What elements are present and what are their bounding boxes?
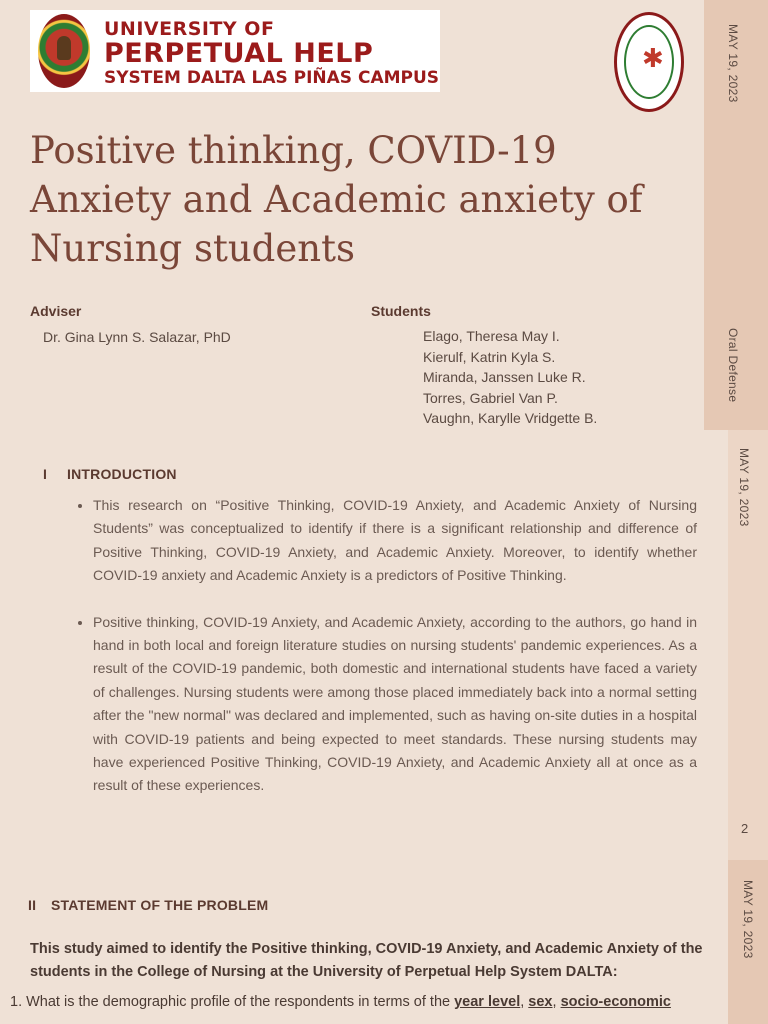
sidebar-date-top: MAY 19, 2023: [726, 24, 740, 103]
college-arts-sciences-logo-icon: ✱: [614, 12, 684, 112]
sidebar-date-bottom: MAY 19, 2023: [741, 880, 755, 959]
student-name: Kierulf, Katrin Kyla S.: [423, 348, 556, 365]
university-header: [30, 10, 440, 92]
introduction-bullets: [78, 494, 697, 821]
introduction-numeral: I: [43, 466, 48, 482]
student-name: Vaughn, Karylle Vridgette B.: [423, 410, 598, 426]
page-title: Positive thinking, COVID-19 Anxiety and Academic anxiety of Nursing students: [30, 129, 643, 270]
question-1-separator: ,: [552, 994, 561, 1010]
page-number: 2: [741, 821, 749, 836]
problem-numeral: II: [28, 897, 37, 913]
university-name-line3: SYSTEM DALTA LAS PIÑAS CAMPUS: [104, 68, 440, 88]
students-list: [423, 326, 597, 429]
university-name-line2: PERPETUAL HELP: [104, 38, 374, 69]
question-1-separator: ,: [520, 994, 529, 1010]
question-1-term-sex: sex: [528, 994, 553, 1010]
sidebar-strip-middle: [728, 430, 768, 860]
question-1-term-year-level: year level: [454, 994, 521, 1010]
sidebar-strip-bottom: [728, 860, 768, 1024]
university-name-line1: UNIVERSITY OF: [104, 18, 275, 40]
problem-heading: STATEMENT OF THE PROBLEM: [51, 897, 269, 913]
adviser-label: Adviser: [30, 303, 82, 319]
introduction-heading: INTRODUCTION: [67, 466, 177, 482]
student-name: Elago, Theresa May I.: [423, 328, 560, 344]
sidebar-strip-top: [704, 0, 768, 430]
student-name: Torres, Gabriel Van P.: [423, 389, 558, 406]
list-item: • Positive thinking, COVID-19 Anxiety, and Academic Anxiety, according to the authors, go hand in hand in both local and foreign literature studies on nursing students' pandemic experiences. As a result of the COVID-19 pandemic, both domestic and international students have faced a variety of challenges. Nursing students were among those placed immediately back into a normal setting after the "new normal" was declared and implemented, such as having on-site duties in a hospital with COVID-19 patients and being expected to meet standards. These nursing students may have experienced Positive Thinking, COVID-19 Anxiety, and Academic Anxiety all at once as a result of these experiences.: [93, 611, 697, 798]
sidebar-date-middle: MAY 19, 2023: [737, 448, 751, 527]
sidebar-oral-defense-label: Oral Defense: [726, 328, 740, 403]
adviser-name: Dr. Gina Lynn S. Salazar, PhD: [43, 329, 231, 345]
student-name: Miranda, Janssen Luke R.: [423, 369, 586, 385]
list-item: • This research on “Positive Thinking, COVID-19 Anxiety, and Academic Anxiety of Nursing Students” was conceptualized to identify if there is a significant relationship and difference of Positive Thinking, COVID-19 Anxiety, and Academic Anxiety. Moreover, to identify whether COVID-19 anxiety and Academic Anxiety is a predictors of Positive Thinking.: [93, 494, 697, 588]
problem-intro: This study aimed to identify the Positive thinking, COVID-19 Anxiety, and Academic Anxiety of the students in the College of Nursing at the University of Perpetual Help System DALTA:: [30, 941, 703, 980]
students-label: Students: [371, 303, 431, 319]
question-1: [10, 994, 722, 1010]
question-1-term-socio-economic: socio-economic: [560, 994, 671, 1010]
university-seal-icon: [38, 14, 90, 88]
question-1-prefix: 1. What is the demographic profile of the respondents in terms of the: [10, 994, 455, 1010]
